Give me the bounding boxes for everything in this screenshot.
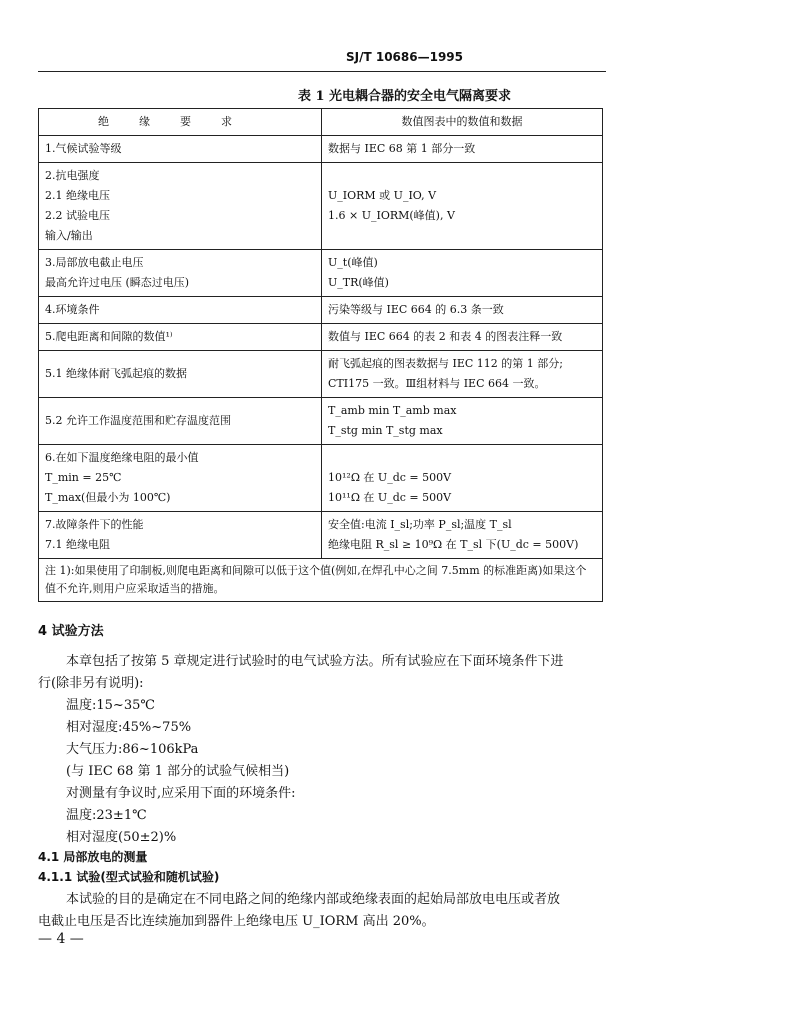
cell-val: 数据与 IEC 68 第 1 部分一致 [322, 136, 603, 163]
table-header-row [39, 109, 603, 136]
cell-req: 7.故障条件下的性能 7.1 绝缘电阻 [39, 512, 322, 559]
cell-val: 安全值:电流 I_sl;功率 P_sl;温度 T_sl 绝缘电阻 R_sl ≥ 10⁹Ω 在 T_sl 下(U_dc = 500V) [322, 512, 603, 559]
table-note: 注 1):如果使用了印制板,则爬电距离和间隙可以低于这个值(例如,在焊孔中心之间 7.5mm 的标准距离)如果这个值不允许,则用户应采取适当的措施。 [39, 559, 603, 602]
requirements-table [38, 108, 603, 602]
table-note-row [39, 559, 603, 602]
condition-note: (与 IEC 68 第 1 部分的试验气候相当) [66, 764, 290, 779]
cell-val: 污染等级与 IEC 664 的 6.3 条一致 [322, 297, 603, 324]
col-header-requirement: 绝缘要求 [39, 109, 322, 136]
condition-pressure: 大气压力:86~106kPa [66, 742, 199, 757]
table-row [39, 163, 603, 250]
cell-req: 5.2 允许工作温度范围和贮存温度范围 [39, 398, 322, 445]
section-4-1-heading: 4.1 局部放电的测量 [38, 850, 148, 864]
dispute-temperature: 温度:23±1℃ [66, 808, 147, 823]
paragraph-line: 电截止电压是否比连续施加到器件上绝缘电压 U_IORM 高出 20%。 [38, 914, 435, 929]
header-rule [38, 71, 606, 72]
paragraph-line: 行(除非另有说明): [38, 676, 144, 691]
standard-number: SJ/T 10686—1995 [346, 50, 463, 64]
cell-val: U_t(峰值) U_TR(峰值) [322, 250, 603, 297]
page-number: — 4 — [38, 931, 84, 947]
cell-val: T_amb min T_amb max T_stg min T_stg max [322, 398, 603, 445]
cell-req: 3.局部放电截止电压 最高允许过电压 (瞬态过电压) [39, 250, 322, 297]
paragraph-line: 本章包括了按第 5 章规定进行试验时的电气试验方法。所有试验应在下面环境条件下进 [66, 654, 564, 669]
table-row [39, 324, 603, 351]
cell-val: 10¹²Ω 在 U_dc = 500V 10¹¹Ω 在 U_dc = 500V [322, 445, 603, 512]
table-row [39, 351, 603, 398]
dispute-text: 对测量有争议时,应采用下面的环境条件: [66, 786, 296, 801]
table-row [39, 136, 603, 163]
col-header-values: 数值图表中的数值和数据 [322, 109, 603, 136]
condition-temperature: 温度:15~35℃ [66, 698, 155, 713]
table-row [39, 398, 603, 445]
cell-req: 2.抗电强度 2.1 绝缘电压 2.2 试验电压 输入/输出 [39, 163, 322, 250]
table-row [39, 512, 603, 559]
cell-val: U_IORM 或 U_IO, V 1.6 × U_IORM(峰值), V [322, 163, 603, 250]
cell-val: 数值与 IEC 664 的表 2 和表 4 的图表注释一致 [322, 324, 603, 351]
dispute-humidity: 相对湿度(50±2)% [66, 830, 177, 845]
cell-req: 5.爬电距离和间隙的数值¹⁾ [39, 324, 322, 351]
cell-req: 1.气候试验等级 [39, 136, 322, 163]
table-title: 表 1 光电耦合器的安全电气隔离要求 [297, 89, 512, 104]
table-row [39, 297, 603, 324]
cell-req: 6.在如下温度绝缘电阻的最小值 T_min = 25℃ T_max(但最小为 100℃) [39, 445, 322, 512]
section-4-heading: 4 试验方法 [38, 624, 104, 639]
paragraph-line: 本试验的目的是确定在不同电路之间的绝缘内部或绝缘表面的起始局部放电电压或者放 [66, 892, 561, 907]
section-4-1-1-heading: 4.1.1 试验(型式试验和随机试验) [38, 870, 220, 884]
table-row [39, 445, 603, 512]
table-row [39, 250, 603, 297]
cell-req: 4.环境条件 [39, 297, 322, 324]
cell-req: 5.1 绝缘体耐飞弧起痕的数据 [39, 351, 322, 398]
condition-humidity: 相对湿度:45%~75% [66, 720, 192, 735]
cell-val: 耐飞弧起痕的图表数据与 IEC 112 的第 1 部分; CTI175 一致。Ⅲ组材料与 IEC 664 一致。 [322, 351, 603, 398]
